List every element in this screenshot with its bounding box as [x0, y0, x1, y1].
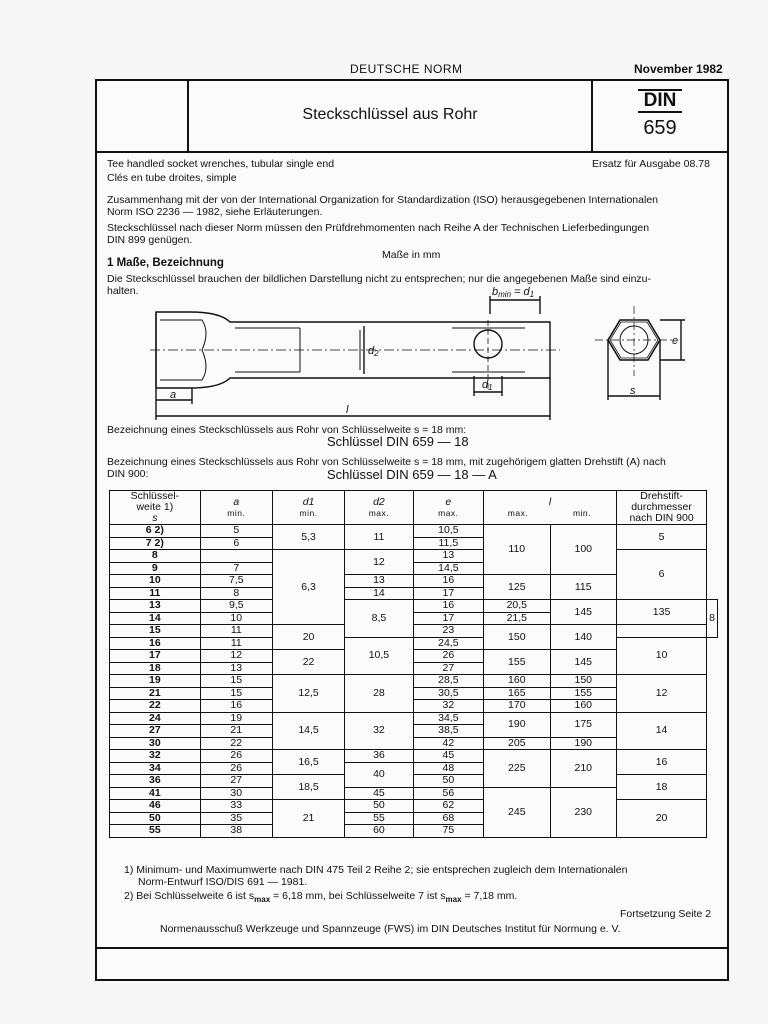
cell-s: 13 [110, 600, 201, 613]
cell-e: 16 [413, 575, 483, 588]
cell-s: 55 [110, 825, 201, 838]
cell-pin: 16 [616, 750, 706, 775]
norm-title: DEUTSCHE NORM [350, 62, 463, 76]
cell-pin: 20 [616, 800, 706, 838]
cell-e: 13 [413, 550, 483, 563]
cell-d1: 6,3 [272, 550, 344, 625]
cell-a: 8 [200, 587, 272, 600]
cell-pin: 5 [616, 525, 706, 550]
section-text-line1: Die Steckschlüssel brauchen der bildlichen Darstellung nicht zu entsprechen; nur die angegebenen Maße sind einzu- [107, 273, 651, 285]
cell-s: 7 2) [110, 537, 201, 550]
cell-d2: 45 [345, 787, 413, 800]
table-row [110, 750, 718, 763]
cell-l-min: 175 [550, 712, 616, 737]
replaces-edition: Ersatz für Ausgabe 08.78 [592, 158, 710, 170]
english-title: Tee handled socket wrenches, tubular single end [107, 158, 335, 170]
cell-e: 23 [413, 625, 483, 638]
footnote-2: 2) Bei Schlüsselweite 6 ist $s_{max} = 6,18$ mm, bei Schlüsselweite 7 ist $s_{max} = 7,18$ mm. [124, 890, 518, 905]
cell-d2: 28 [345, 675, 413, 713]
cell-e: 75 [413, 825, 483, 838]
wrench-drawing [140, 284, 700, 424]
cell-s: 46 [110, 800, 201, 813]
cell-e: 26 [413, 650, 483, 663]
footnote-1-line2: Norm-Entwurf ISO/DIS 691 — 1981. [138, 876, 308, 888]
cell-s: 50 [110, 812, 201, 825]
svg-text:s: s [630, 385, 636, 397]
cell-l-max: 160 [484, 675, 551, 688]
cell-pin: 12 [616, 675, 706, 713]
cell-e: 32 [413, 700, 483, 713]
title-bar [97, 81, 727, 153]
cell-e: 30,5 [413, 687, 483, 700]
col-header-d1: d1 min. [272, 491, 344, 525]
cell-d2: 40 [345, 762, 413, 787]
table-row [110, 712, 718, 725]
cell-e: 27 [413, 662, 483, 675]
cell-e: 68 [413, 812, 483, 825]
cell-e: 10,5 [413, 525, 483, 538]
cell-a: 21 [200, 725, 272, 738]
cell-a: 16 [200, 700, 272, 713]
test-torque-line2: DIN 899 genügen. [107, 234, 193, 246]
cell-a: 9,5 [200, 600, 272, 613]
svg-text:d1: d1 [482, 379, 493, 392]
din-label: DIN [638, 89, 683, 113]
cell-d1: 14,5 [272, 712, 344, 750]
svg-text:a: a [170, 389, 177, 401]
cell-s: 19 [110, 675, 201, 688]
table-row [110, 800, 718, 813]
cell-l-min: 100 [550, 525, 616, 575]
col-header-s: Schlüssel- weite 1) s [110, 491, 201, 525]
cell-e: 11,5 [413, 537, 483, 550]
committee-note: Normenausschuß Werkzeuge und Spannzeuge (FWS) im DIN Deutsches Institut für Normung e. V. [160, 923, 621, 935]
cell-l-min: 230 [550, 787, 616, 837]
cell-a: 26 [200, 750, 272, 763]
cell-s: 17 [110, 650, 201, 663]
svg-text:bmin = d1: bmin = d1 [492, 286, 535, 299]
cell-s: 15 [110, 625, 201, 638]
cell-s: 9 [110, 562, 201, 575]
col-header-a: a min. [200, 491, 272, 525]
units-note: Maße in mm [382, 249, 441, 261]
table-row [110, 525, 718, 538]
cell-a: 35 [200, 812, 272, 825]
cell-s: 34 [110, 762, 201, 775]
cell-d2: 20 [272, 625, 344, 650]
cell-d2: 22 [272, 650, 344, 675]
cell-a: 7,5 [200, 575, 272, 588]
cell-s: 36 [110, 775, 201, 788]
designation-line2a: Bezeichnung eines Steckschlüssels aus Rohr von Schlüsselweite s = 18 mm, mit zugehörigem glatten Drehstift (A) nach [107, 456, 666, 468]
cell-l-min: 160 [550, 700, 616, 713]
cell-s: 21 [110, 687, 201, 700]
cell-e: 20,5 [484, 600, 551, 613]
svg-text:d2: d2 [368, 345, 379, 358]
cell-a: 6 [200, 537, 272, 550]
table-row [110, 675, 718, 688]
din-number: 659 [643, 117, 677, 139]
cell-l-max: 145 [550, 600, 616, 625]
cell-a: 26 [200, 762, 272, 775]
cell-l-min: 145 [550, 650, 616, 675]
cell-l-max: 150 [484, 625, 551, 650]
cell-a: 27 [200, 775, 272, 788]
designation-example1: Schlüssel DIN 659 — 18 [327, 434, 469, 449]
table-body [110, 525, 718, 838]
cell-s: 27 [110, 725, 201, 738]
cell-d2: 14 [345, 587, 413, 600]
table-row [110, 600, 718, 613]
cell-l-min: 155 [550, 687, 616, 700]
cell-e: 45 [413, 750, 483, 763]
table-row [110, 775, 718, 788]
cell-d2: 13 [345, 575, 413, 588]
french-title: Clés en tube droites, simple [107, 172, 237, 184]
cell-a [200, 550, 272, 563]
col-header-l: l max. min. [484, 491, 617, 525]
designation-example2: Schlüssel DIN 659 — 18 — A [327, 467, 497, 482]
col-header-e: e max. [413, 491, 483, 525]
cell-a: 30 [200, 787, 272, 800]
cell-s: 22 [110, 700, 201, 713]
cell-d1: 21 [272, 800, 344, 838]
svg-text:e: e [672, 335, 679, 347]
cell-d1: 8,5 [345, 600, 413, 638]
cell-a: 10 [200, 612, 272, 625]
cell-d2: 60 [345, 825, 413, 838]
cell-l-min: 150 [550, 675, 616, 688]
cell-pin: 10 [616, 637, 706, 675]
cell-a: 11 [200, 637, 272, 650]
cell-d2: 32 [345, 712, 413, 750]
cell-pin: 14 [616, 712, 706, 750]
cell-l-max: 170 [484, 700, 551, 713]
iso-relation-line1: Zusammenhang mit der von der International Organization for Standardization (ISO) herausgegebenen Internationalen [107, 194, 658, 206]
cell-a: 38 [200, 825, 272, 838]
iso-relation-line2: Norm ISO 2236 — 1982, siehe Erläuterungen. [107, 206, 323, 218]
cell-e: 38,5 [413, 725, 483, 738]
cell-e: 21,5 [484, 612, 551, 625]
cell-d1: 18,5 [272, 775, 344, 800]
cell-d2: 55 [345, 812, 413, 825]
cell-l-max: 190 [484, 712, 551, 737]
cell-e: 56 [413, 787, 483, 800]
dimensions-table [109, 490, 718, 838]
cell-e: 34,5 [413, 712, 483, 725]
cell-l-min: 135 [616, 600, 706, 625]
cell-d2: 11 [345, 525, 413, 550]
cell-l-max: 110 [484, 525, 551, 575]
cell-pin: 8 [707, 600, 718, 638]
cell-d2: 50 [345, 800, 413, 813]
table-row [110, 637, 718, 650]
cell-s: 32 [110, 750, 201, 763]
cell-s: 14 [110, 612, 201, 625]
cell-s: 10 [110, 575, 201, 588]
section-heading: 1 Maße, Bezeichnung [107, 257, 224, 269]
cell-pin: 18 [616, 775, 706, 800]
cell-s: 6 2) [110, 525, 201, 538]
cell-l-max: 225 [484, 750, 551, 788]
issue-date: November 1982 [634, 62, 723, 76]
cell-a: 13 [200, 662, 272, 675]
cell-l-max: 125 [484, 575, 551, 600]
cell-l-max: 205 [484, 737, 551, 750]
cell-e: 62 [413, 800, 483, 813]
continuation-note: Fortsetzung Seite 2 [620, 908, 712, 920]
designation-line2b: DIN 900: [107, 468, 149, 480]
cell-a: 15 [200, 675, 272, 688]
cell-d1: 10,5 [345, 637, 413, 675]
cell-e: 17 [413, 587, 483, 600]
cell-a: 12 [200, 650, 272, 663]
cell-e: 50 [413, 775, 483, 788]
section-text-line2: halten. [107, 285, 139, 297]
cell-a: 11 [200, 625, 272, 638]
designation-line1: Bezeichnung eines Steckschlüssels aus Rohr von Schlüsselweite s = 18 mm: [107, 424, 467, 436]
cell-l-min: 190 [550, 737, 616, 750]
din-logo [593, 89, 727, 140]
col-header-d2: d2 max. [345, 491, 413, 525]
cell-l-max: 155 [484, 650, 551, 675]
cell-l-max: 165 [484, 687, 551, 700]
cell-d1: 5,3 [272, 525, 344, 550]
cell-s: 41 [110, 787, 201, 800]
col-header-pin: Drehstift- durchmesser nach DIN 900 [616, 491, 706, 525]
document-header [0, 62, 768, 80]
cell-pin: 6 [616, 550, 706, 600]
svg-text:l: l [346, 404, 349, 416]
cell-e: 48 [413, 762, 483, 775]
cell-d2: 36 [345, 750, 413, 763]
cell-d1: 12,5 [272, 675, 344, 713]
test-torque-line1: Steckschlüssel nach dieser Norm müssen den Prüfdrehmomenten nach Reihe A der Technischen Lieferbedingungen [107, 222, 650, 234]
table-row [110, 550, 718, 563]
cell-d2: 16 [413, 600, 483, 613]
cell-e: 14,5 [413, 562, 483, 575]
table-row [110, 625, 718, 638]
document-title: Steckschlüssel aus Rohr [302, 106, 478, 123]
cell-s: 18 [110, 662, 201, 675]
cell-a: 22 [200, 737, 272, 750]
cell-l-min: 115 [550, 575, 616, 600]
cell-a: 7 [200, 562, 272, 575]
cell-e: 24,5 [413, 637, 483, 650]
cell-d2: 17 [413, 612, 483, 625]
cell-e: 28,5 [413, 675, 483, 688]
cell-l-max: 245 [484, 787, 551, 837]
footnote-1-line1: 1) Minimum- und Maximumwerte nach DIN 475 Teil 2 Reihe 2; sie entsprechen zugleich dem Internationalen [124, 864, 628, 876]
cell-e: 42 [413, 737, 483, 750]
cell-s: 8 [110, 550, 201, 563]
cell-a: 33 [200, 800, 272, 813]
cell-a: 19 [200, 712, 272, 725]
cell-l-min: 140 [550, 625, 616, 650]
cell-s: 11 [110, 587, 201, 600]
cell-d1: 16,5 [272, 750, 344, 775]
cell-s: 30 [110, 737, 201, 750]
cell-a: 5 [200, 525, 272, 538]
cell-s: 24 [110, 712, 201, 725]
cell-s: 16 [110, 637, 201, 650]
cell-d2: 12 [345, 550, 413, 575]
cell-a: 15 [200, 687, 272, 700]
cell-l-min: 210 [550, 750, 616, 788]
